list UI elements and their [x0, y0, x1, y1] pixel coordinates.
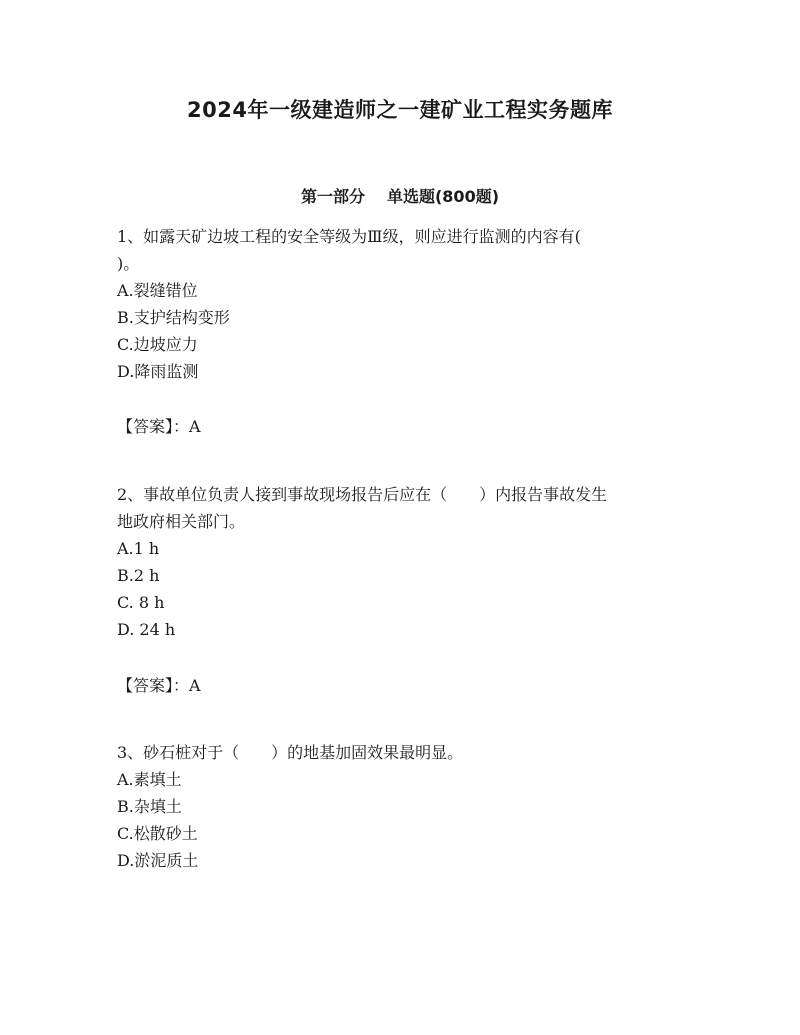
question-stem: 2、事故单位负责人接到事故现场报告后应在（ ）内报告事故发生: [117, 485, 608, 504]
option-b: B.2 h: [117, 566, 160, 585]
option-d: D. 24 h: [117, 620, 176, 639]
question-stem: 1、如露天矿边坡工程的安全等级为Ⅲ级，则应进行监测的内容有(: [117, 227, 581, 246]
question-1: [117, 223, 677, 385]
option-d: D.淤泥质土: [117, 851, 199, 870]
option-a: A.素填土: [117, 770, 182, 789]
section-part: 第一部分: [300, 187, 365, 206]
section-name: 单选题(800题): [386, 187, 500, 206]
option-c: C.边坡应力: [117, 335, 198, 354]
option-b: B.杂填土: [117, 797, 182, 816]
document-title: 2024年一级建造师之一建矿业工程实务题库: [187, 98, 613, 122]
option-a: A.1 h: [117, 539, 160, 558]
question-3: [117, 739, 677, 874]
question-stem-continued: 地政府相关部门。: [117, 512, 246, 531]
question-stem: 3、砂石桩对于（ ）的地基加固效果最明显。: [117, 743, 464, 762]
option-c: C.松散砂土: [117, 824, 198, 843]
option-a: A.裂缝错位: [117, 281, 198, 300]
question-2: [117, 481, 677, 643]
answer-2: 【答案】：A: [117, 676, 201, 695]
option-b: B.支护结构变形: [117, 308, 230, 327]
option-c: C. 8 h: [117, 593, 165, 612]
option-d: D.降雨监测: [117, 362, 199, 381]
question-stem-continued: )。: [117, 254, 140, 273]
answer-1: 【答案】：A: [117, 417, 201, 436]
section-heading: [0, 184, 800, 207]
